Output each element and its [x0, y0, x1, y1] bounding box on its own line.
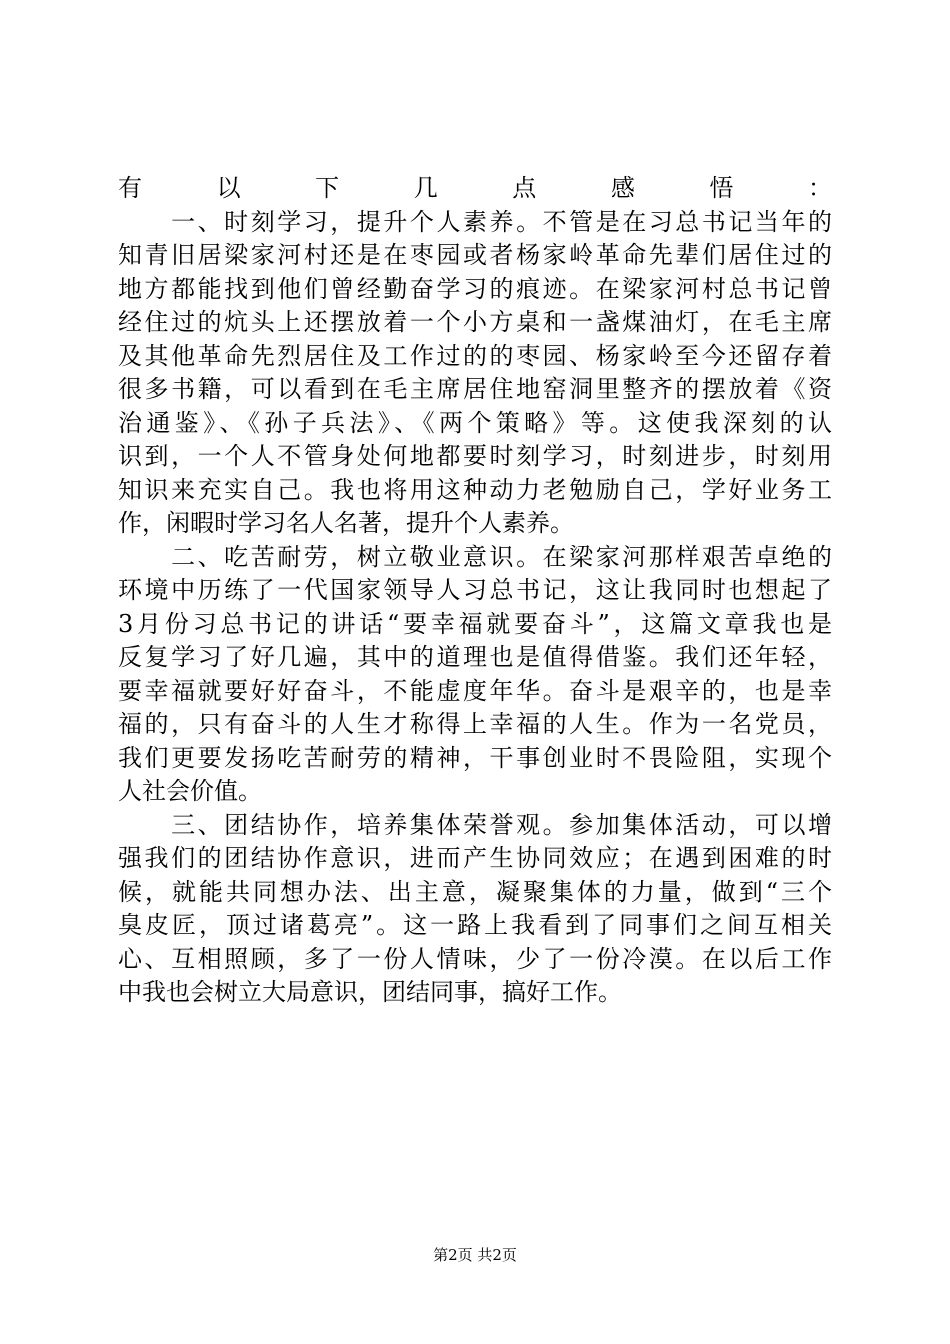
text-line: 作，闲暇时学习名人名著，提升个人素养。	[118, 509, 574, 537]
text-line: 治通鉴》、《孙子兵法》、《两个策略》等。这使我深刻的认	[118, 408, 832, 437]
text-line: 人社会价值。	[118, 777, 262, 805]
text-line: 有以下几点感悟：	[118, 174, 832, 202]
text-line: 知识来充实自己。我也将用这种动力老勉励自己，学好业务工	[118, 475, 832, 504]
document-body	[118, 172, 832, 1010]
text-line: 三、团结协作，培养集体荣誉观。参加集体活动，可以增	[118, 810, 832, 839]
text-line: 二、吃苦耐劳，树立敬业意识。在梁家河那样艰苦卓绝的	[118, 542, 832, 571]
text-line: 福的，只有奋斗的人生才称得上幸福的人生。作为一名党员，	[118, 710, 832, 738]
text-line: 3月份习总书记的讲话“要幸福就要奋斗”，这篇文章我也是	[118, 609, 832, 638]
text-line: 识到，一个人不管身处何地都要时刻学习，时刻进步，时刻用	[118, 442, 832, 470]
text-line: 一、时刻学习，提升个人素养。不管是在习总书记当年的	[118, 207, 832, 236]
text-line: 及其他革命先烈居住及工作过的的枣园、杨家岭至今还留存着	[118, 341, 832, 370]
text-line: 要幸福就要好好奋斗，不能虚度年华。奋斗是艰辛的，也是幸	[118, 676, 832, 705]
text-line: 反复学习了好几遍，其中的道理也是值得借鉴。我们还年轻，	[118, 643, 832, 671]
text-line: 地方都能找到他们曾经勤奋学习的痕迹。在梁家河村总书记曾	[118, 274, 832, 303]
page-number-footer: 第2页 共2页	[433, 1246, 517, 1264]
text-line: 环境中历练了一代国家领导人习总书记，这让我同时也想起了	[118, 576, 832, 604]
text-line: 经住过的炕头上还摆放着一个小方桌和一盏煤油灯，在毛主席	[118, 308, 832, 336]
text-line: 强我们的团结协作意识，进而产生协同效应；在遇到困难的时	[118, 844, 832, 872]
text-line: 心、互相照顾，多了一份人情味，少了一份冷漠。在以后工作	[118, 944, 832, 973]
text-line: 我们更要发扬吃苦耐劳的精神，干事创业时不畏险阻，实现个	[118, 743, 832, 772]
text-line: 中我也会树立大局意识，团结同事，搞好工作。	[118, 978, 622, 1006]
text-line: 很多书籍，可以看到在毛主席居住地窑洞里整齐的摆放着《资	[118, 375, 832, 403]
text-line: 知青旧居梁家河村还是在枣园或者杨家岭革命先辈们居住过的	[118, 241, 832, 269]
text-line: 候，就能共同想办法、出主意，凝聚集体的力量，做到“三个	[118, 877, 832, 906]
text-line: 臭皮匠，顶过诸葛亮”。这一路上我看到了同事们之间互相关	[118, 911, 832, 939]
